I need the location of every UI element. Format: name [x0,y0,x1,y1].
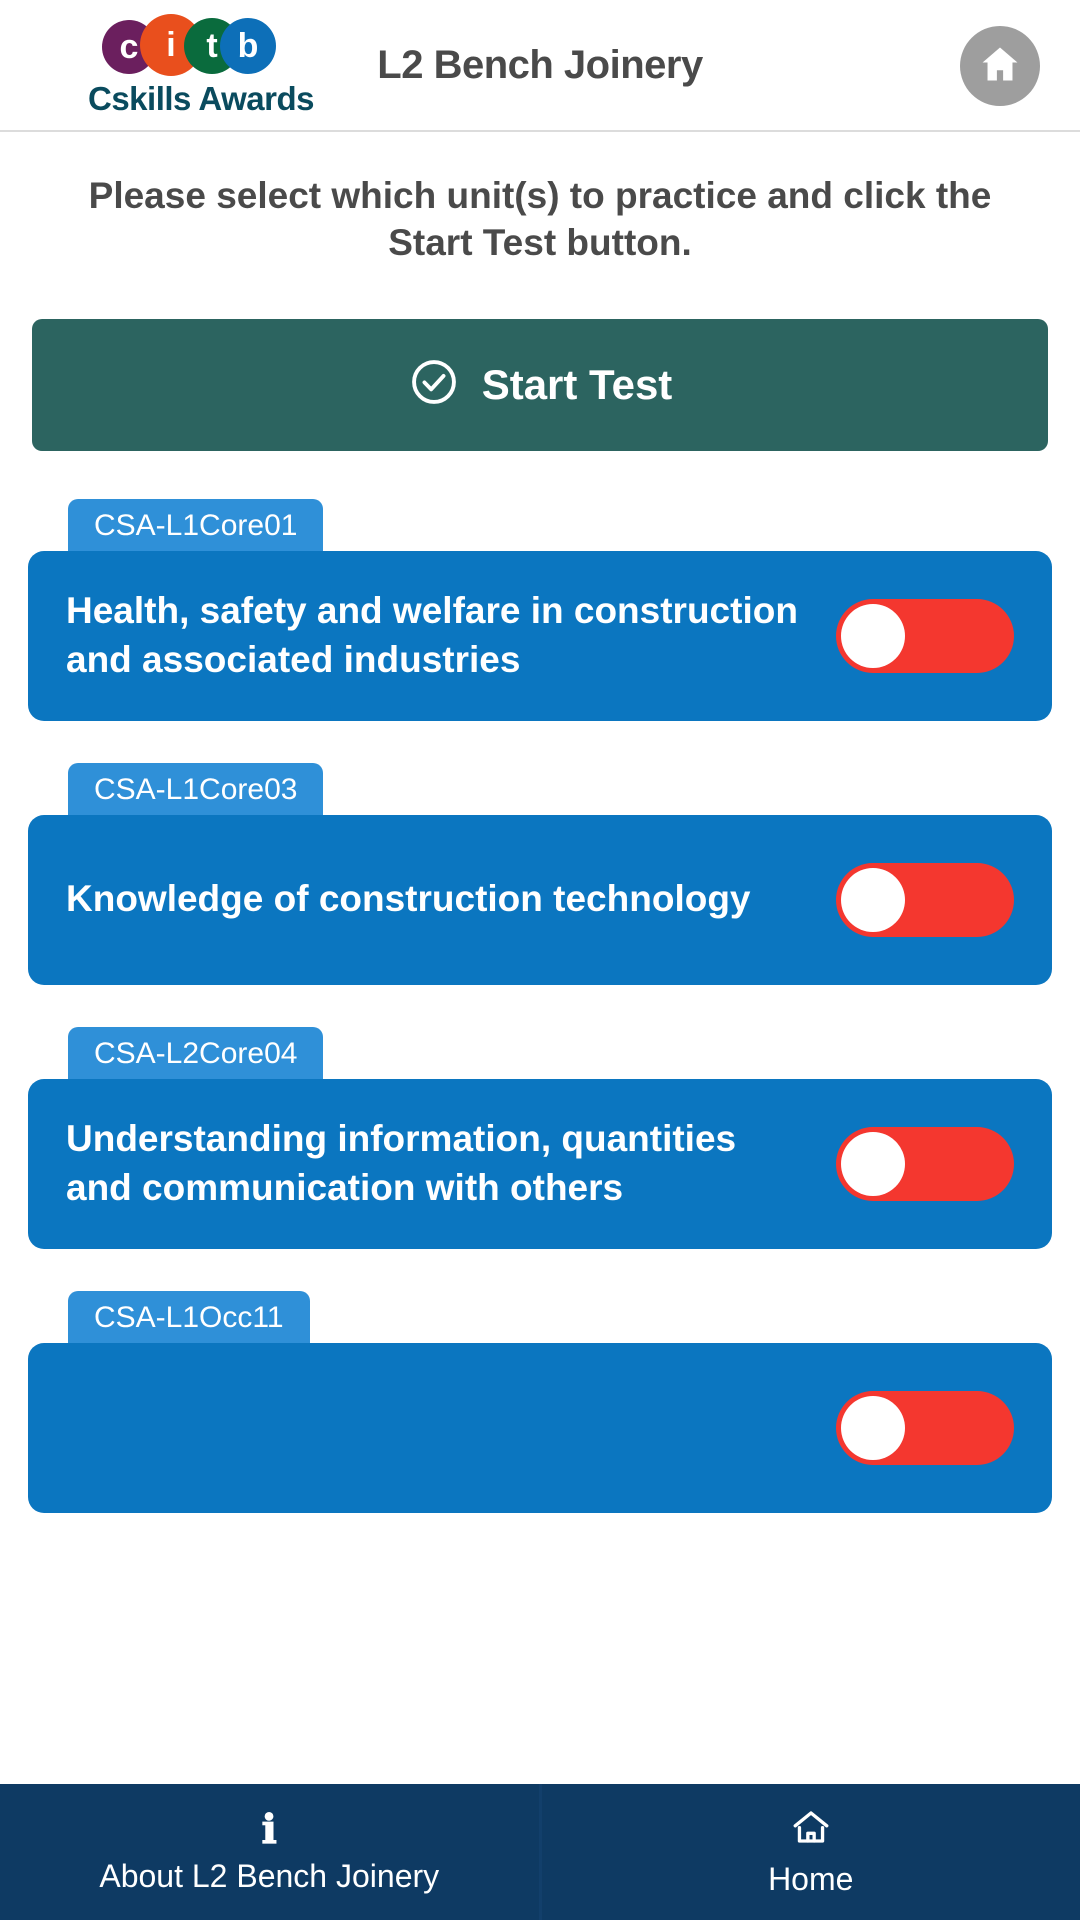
unit-toggle[interactable] [836,1391,1014,1465]
citb-cskills-awards-logo [88,14,328,118]
start-test-label: Start Test [481,360,673,408]
logo-letter-c: c [102,20,156,74]
unit-card[interactable] [28,815,1052,985]
check-circle-icon [408,356,460,413]
unit-code-badge: CSA-L1Core01 [68,499,323,557]
start-test-button[interactable] [32,319,1048,451]
unit-toggle[interactable] [836,599,1014,673]
toggle-knob [841,1132,905,1196]
bottom-nav-about-label: About L2 Bench Joinery [99,1857,440,1894]
logo-circles [102,14,259,76]
logo-text: Cskills Awards [88,80,314,117]
bottom-nav-home[interactable] [539,1784,1080,1920]
unit-card[interactable] [28,551,1052,721]
unit-card[interactable] [28,1343,1052,1513]
unit-item [28,499,1052,721]
bottom-nav-about[interactable] [0,1784,539,1920]
instruction-text: Please select which unit(s) to practice and click the Start Test button. [88,175,992,264]
info-icon: ℹ [261,1807,277,1852]
unit-toggle[interactable] [836,863,1014,937]
unit-title: Understanding information, quantities and communication with others [66,1117,737,1208]
home-icon [790,1806,832,1853]
logo-letter-t: t [184,18,240,74]
unit-toggle[interactable] [836,1127,1014,1201]
toggle-knob [841,604,905,668]
unit-item [28,1027,1052,1249]
unit-item [28,1291,1052,1513]
unit-code-badge: CSA-L1Core03 [68,763,323,821]
page-title: L2 Bench Joinery [377,42,703,87]
bottom-navigation-bar [0,1784,1080,1920]
unit-card[interactable] [28,1079,1052,1249]
unit-code-badge: CSA-L1Occ11 [68,1291,310,1349]
header-home-button[interactable] [960,26,1040,106]
logo-letter-i: i [140,14,202,76]
toggle-knob [841,1396,905,1460]
logo-letter-b: b [220,18,276,74]
unit-list [0,499,1080,1513]
unit-title: Health, safety and welfare in construction and associated industries [66,589,798,680]
unit-title: Knowledge of construction technology [66,878,751,920]
unit-item [28,763,1052,985]
toggle-knob [841,868,905,932]
app-header [0,0,1080,132]
bottom-nav-home-label: Home [768,1861,854,1897]
home-icon [978,42,1022,91]
unit-code-badge: CSA-L2Core04 [68,1027,323,1085]
